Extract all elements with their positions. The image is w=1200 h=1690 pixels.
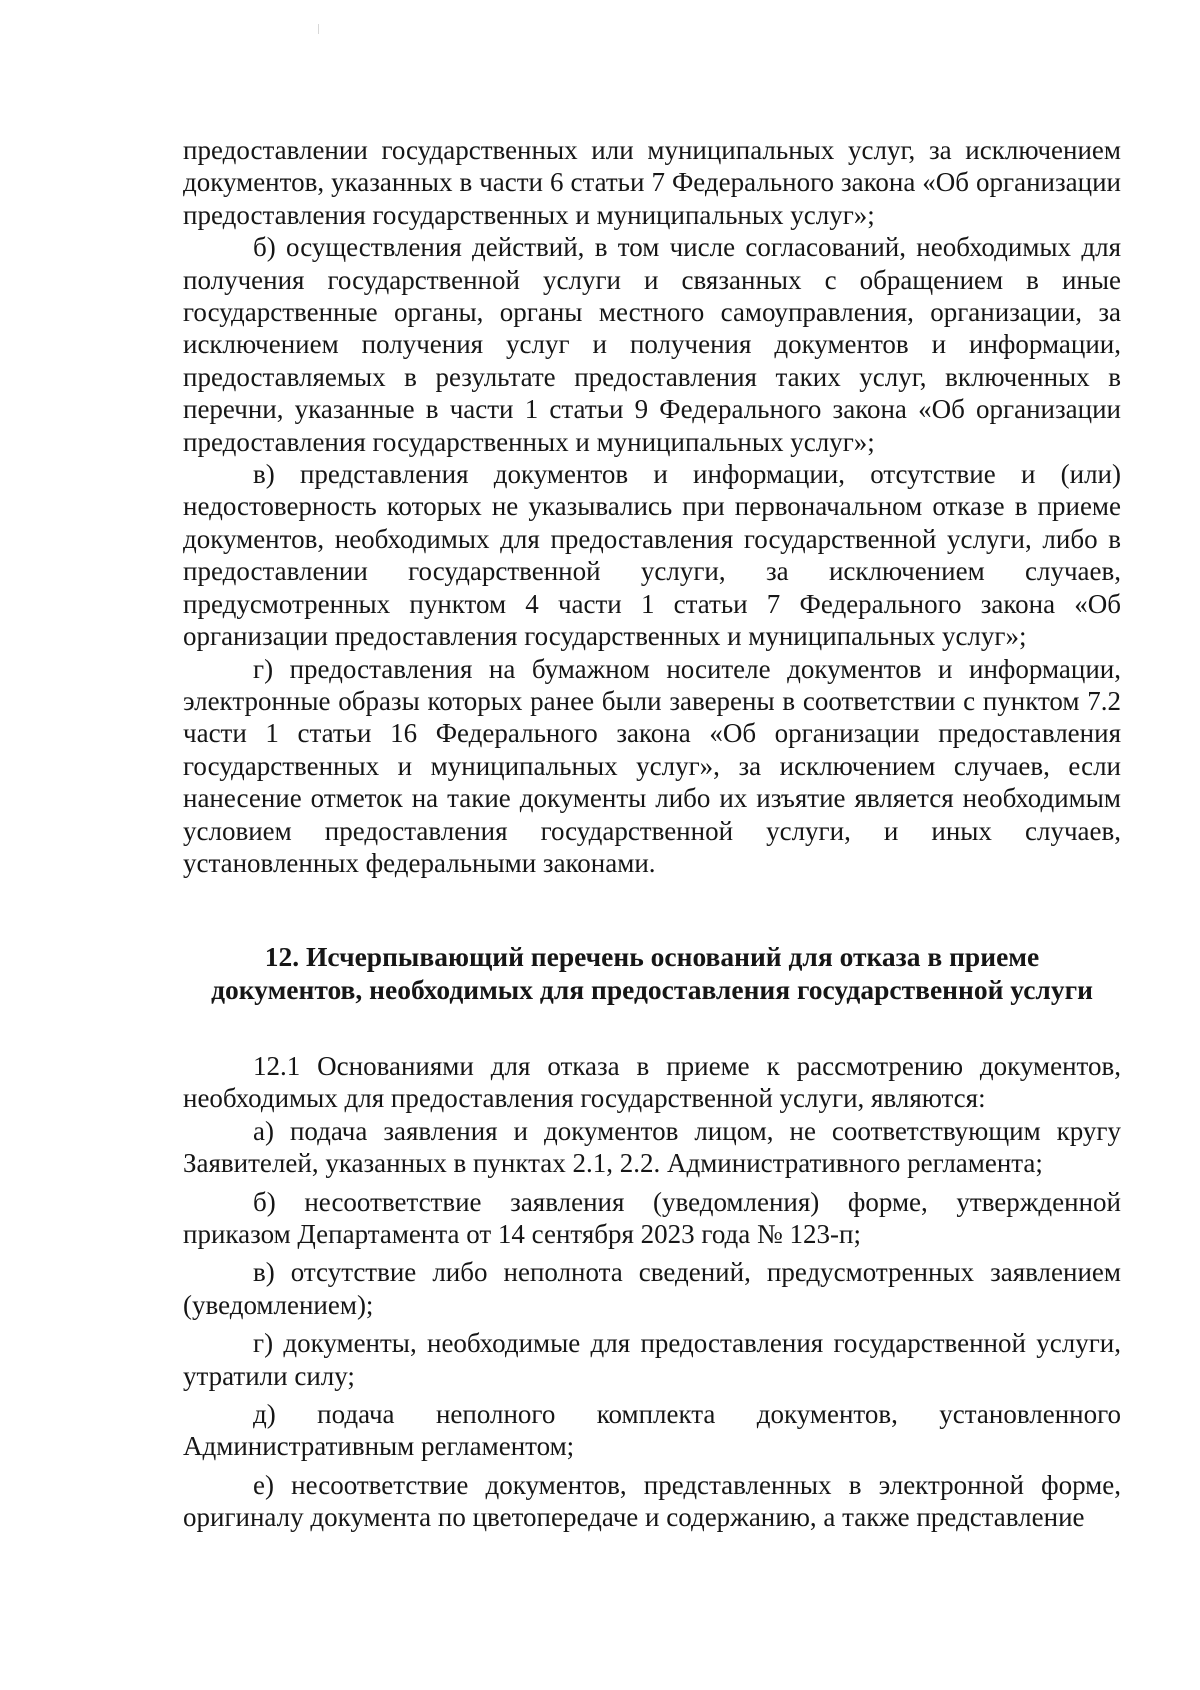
paragraph-item-v: в) представления документов и информации, отсутствие и (или) недостоверность которых не указывались при первоначальном отказе в приеме документов, необходимых для предоставления государственной услуги, либо в предоставлении государственной услуги, за исключением случаев, предусмотренных пунктом 4 части 1 статьи 7 Федерального закона «Об организации предоставления государственных и муниципальных услуг»;	[183, 459, 1121, 652]
paragraph-continuation: предоставлении государственных или муниципальных услуг, за исключением документов, указанных в части 6 статьи 7 Федерального закона «Об организации предоставления государственных и муниципальных услуг»;	[183, 135, 1121, 230]
paragraph-item-b: б) несоответствие заявления (уведомления) форме, утвержденной приказом Департамента от 14 сентября 2023 года № 123-п;	[183, 1186, 1121, 1250]
paragraph-item-e: е) несоответствие документов, представленных в электронной форме, оригиналу документа по цветопередаче и содержанию, а также представление	[183, 1469, 1121, 1533]
paragraph-item-g: г) предоставления на бумажном носителе документов и информации, электронные образы которых ранее были заверены в соответствии с пунктом 7.2 части 1 статьи 16 Федерального закона «Об организации предоставления государственных и муниципальных услуг», за исключением случаев, если нанесение отметок на такие документы либо их изъятие является необходимым условием предоставления государственной услуги, и иных случаев, установленных федеральными законами.	[183, 653, 1121, 878]
bottom-text-block	[183, 1050, 1121, 1534]
scan-artifact	[318, 24, 319, 34]
paragraph-12-1: 12.1 Основаниями для отказа в приеме к рассмотрению документов, необходимых для предоставления государственной услуги, являются:	[183, 1051, 1121, 1114]
section-heading-line-2: документов, необходимых для предоставления государственной услуги	[211, 974, 1093, 1005]
paragraph-item-d: д) подача неполного комплекта документов, установленного Административным регламентом;	[183, 1399, 1121, 1462]
paragraph-item-a: а) подача заявления и документов лицом, не соответствующим кругу Заявителей, указанных в пунктах 2.1, 2.2. Административного регламента;	[183, 1115, 1121, 1179]
paragraph-item-b: б) осуществления действий, в том числе согласований, необходимых для получения государственной услуги и связанных с обращением в иные государственные органы, органы местного самоуправления, организации, за исключением получения услуг и получения документов и информации, предоставляемых в результате предоставления таких услуг, включенных в перечни, указанные в части 1 статьи 9 Федерального закона «Об организации предоставления государственных и муниципальных услуг»;	[183, 232, 1121, 457]
top-text-block	[183, 134, 1121, 879]
paragraph-item-g: г) документы, необходимые для предоставления государственной услуги, утратили силу;	[183, 1328, 1121, 1391]
paragraph-item-v: в) отсутствие либо неполнота сведений, предусмотренных заявлением (уведомлением);	[183, 1257, 1121, 1320]
section-heading	[183, 940, 1121, 1006]
section-heading-line-1: 12. Исчерпывающий перечень оснований для отказа в приеме	[264, 941, 1040, 972]
